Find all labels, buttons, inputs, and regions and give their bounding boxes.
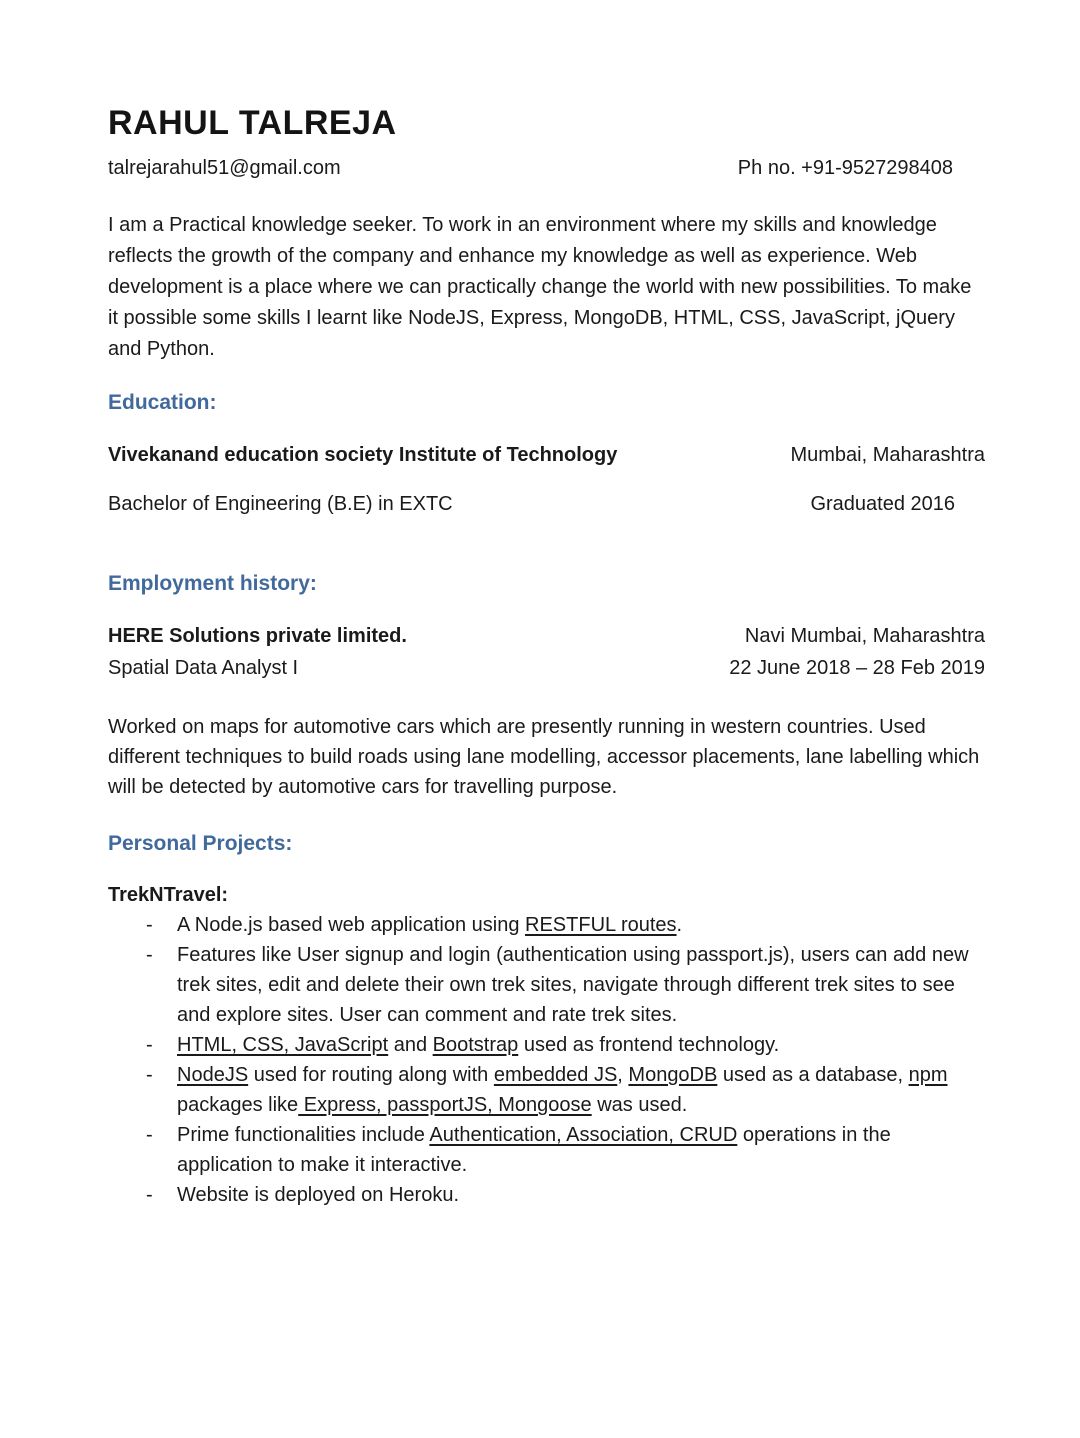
project-bullet [108, 940, 985, 1030]
bullet-text: NodeJS used for routing along with embedded JS, MongoDB used as a database, npm packages like Express, passportJS, Mongoose was used. [177, 1064, 948, 1116]
bullet-dash: - [146, 944, 153, 966]
email-text: talrejarahul51@gmail.com [108, 157, 341, 179]
bullet-dash: - [146, 1184, 153, 1206]
project-bullet [108, 1060, 985, 1120]
project-bullet-list [108, 910, 985, 1210]
phone-text: Ph no. +91-9527298408 [737, 157, 953, 179]
bullet-dash: - [146, 1064, 153, 1086]
summary-paragraph: I am a Practical knowledge seeker. To work in an environment where my skills and knowledge reflects the growth of the company and enhance my knowledge as well as experience. Web development is a place where we can practically change the world with new possibilities. To make it possible some skills I learnt like NodeJS, Express, MongoDB, HTML, CSS, JavaScript, jQuery and Python. [108, 214, 972, 360]
employment-role-row [108, 652, 985, 684]
school-name: Vivekanand education society Institute of Technology [108, 444, 618, 466]
employment-company-row [108, 620, 985, 652]
projects-heading: Personal Projects: [108, 832, 293, 855]
education-degree-row [108, 488, 985, 520]
company-location: Navi Mumbai, Maharashtra [744, 625, 985, 647]
employment-heading: Employment history: [108, 572, 317, 595]
project-bullet [108, 1120, 985, 1180]
bullet-text: Website is deployed on Heroku. [177, 1184, 460, 1206]
company-name: HERE Solutions private limited. [108, 625, 407, 647]
project-title: TrekNTravel: [108, 884, 229, 906]
contact-row [108, 157, 985, 180]
education-heading: Education: [108, 391, 217, 414]
person-name: RAHUL TALREJA [108, 104, 397, 142]
bullet-dash: - [146, 1124, 153, 1146]
job-title: Spatial Data Analyst I [108, 657, 299, 679]
degree-name: Bachelor of Engineering (B.E) in EXTC [108, 493, 453, 515]
bullet-dash: - [146, 914, 153, 936]
education-school-row [108, 439, 985, 471]
bullet-text: HTML, CSS, JavaScript and Bootstrap used as frontend technology. [177, 1034, 780, 1056]
bullet-dash: - [146, 1034, 153, 1056]
school-location: Mumbai, Maharashtra [790, 444, 985, 466]
job-dates: 22 June 2018 – 28 Feb 2019 [729, 657, 985, 679]
education-block [108, 439, 985, 520]
project-bullet [108, 1180, 985, 1210]
bullet-text: A Node.js based web application using RESTFUL routes. [177, 914, 683, 936]
bullet-text: Features like User signup and login (authentication using passport.js), users can add new trek sites, edit and delete their own trek sites, navigate through different trek sites to see and explore sites. User can comment and rate trek sites. [177, 944, 969, 1026]
employment-block [108, 620, 985, 684]
project-bullet [108, 910, 985, 940]
employment-description: Worked on maps for automotive cars which are presently running in western countries. Used different techniques to build roads using lane modelling, accessor placements, lane labelling which will be detected by automotive cars for travelling purpose. [108, 716, 980, 798]
graduation-year: Graduated 2016 [810, 493, 955, 515]
bullet-text: Prime functionalities include Authentication, Association, CRUD operations in the application to make it interactive. [177, 1124, 891, 1176]
project-bullet [108, 1030, 985, 1060]
